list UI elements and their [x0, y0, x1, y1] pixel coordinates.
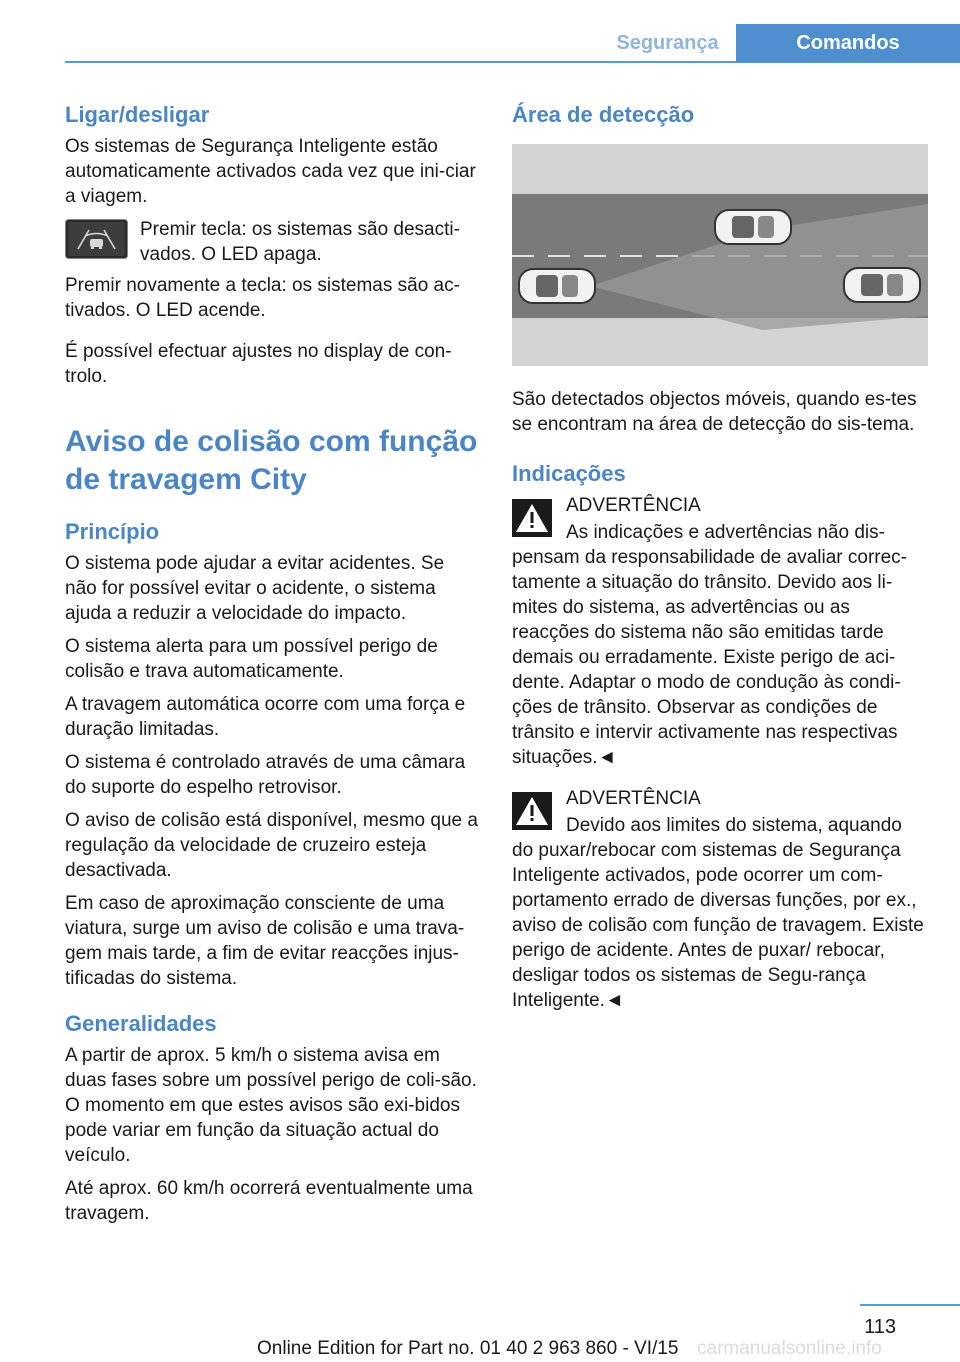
section-title-ligar: Ligar/desligar: [65, 102, 210, 127]
section-title-area: Área de detecção: [512, 102, 695, 127]
right-column: [512, 100, 928, 1021]
paragraph: São detectados objectos móveis, quando es-tes se encontram na área de detecção do sis-tema.: [512, 389, 917, 435]
paragraph: Em caso de aproximação consciente de uma viatura, surge um aviso de colisão e uma trava-gem mais tarde, a fim de evitar reacções injus-tificadas do sistema.: [65, 893, 465, 989]
warning-heading: ADVERTÊNCIA: [566, 495, 701, 516]
section-title-principio: Princípio: [65, 519, 160, 544]
paragraph: O sistema alerta para um possível perigo de colisão e trava automaticamente.: [65, 636, 438, 682]
warning-text: do puxar/rebocar com sistemas de Segurança Inteligente activados, pode ocorrer um com-portamento errado de diversas funções, por ex., aviso de colisão com função de travagem. Existe perigo de acidente. Antes de puxar/ rebocar, desligar todos os sistemas de Segu-rança Inteligente.◄: [512, 840, 924, 1011]
paragraph: Os sistemas de Segurança Inteligente estão automaticamente activados cada vez que ini-ciar a viagem.: [65, 136, 476, 207]
warning-icon: [512, 499, 552, 537]
key-instruction: [65, 217, 480, 267]
car-front-icon: [844, 268, 920, 302]
tab-comandos[interactable]: Comandos: [736, 24, 960, 62]
ego-car-icon: [519, 269, 595, 303]
edition-note: Online Edition for Part no. 01 40 2 963 860 - VI/15: [257, 1338, 679, 1359]
warning-text: Devido aos limites do sistema, aquando: [566, 815, 902, 836]
warning-text: pensam da responsabilidade de avaliar correc-tamente a situação do trânsito. Devido aos li-mites do sistema, as advertências ou as reacções do sistema não são emitidas tarde demais ou erradamente. Existe perigo de aci-dente. Adaptar o modo de condução às condi-ções de trânsito. Observar as condições de trânsito e intervir activamente nas respectivas situações.◄: [512, 547, 908, 768]
paragraph: Até aprox. 60 km/h ocorrerá eventualmente uma travagem.: [65, 1178, 473, 1224]
paragraph: Premir novamente a tecla: os sistemas são ac-tivados. O LED acende.: [65, 275, 460, 321]
page-number: 113: [864, 1316, 896, 1338]
paragraph: É possível efectuar ajustes no display de con-trolo.: [65, 341, 452, 387]
intelligent-safety-button-icon: [65, 219, 128, 259]
warning-block: [512, 786, 928, 1013]
paragraph: O aviso de colisão está disponível, mesmo que a regulação da velocidade de cruzeiro esteja desactivada.: [65, 810, 478, 881]
key-instruction-text: Premir tecla: os sistemas são desacti-vados. O LED apaga.: [140, 219, 460, 265]
warning-heading: ADVERTÊNCIA: [566, 788, 701, 809]
section-title-generalidades: Generalidades: [65, 1011, 217, 1036]
section-title-indicacoes: Indicações: [512, 461, 626, 486]
warning-block: [512, 493, 928, 770]
paragraph: A travagem automática ocorre com uma força e duração limitadas.: [65, 694, 466, 740]
footer-rule: [860, 1304, 960, 1306]
left-column: [65, 100, 480, 1234]
warning-icon: [512, 792, 552, 830]
paragraph: A partir de aprox. 5 km/h o sistema avisa em duas fases sobre um possível perigo de coli-são. O momento em que estes avisos são exi-bidos pode variar em função da situação actual do veículo.: [65, 1045, 477, 1166]
chapter-title: Aviso de colisão com função de travagem City: [65, 425, 478, 496]
paragraph: O sistema pode ajudar a evitar acidentes. Se não for possível evitar o acidente, o sistema ajuda a reduzir a velocidade do impacto.: [65, 553, 445, 624]
warning-text: As indicações e advertências não dis-: [566, 522, 885, 543]
paragraph: O sistema é controlado através de uma câmara do suporte do espelho retrovisor.: [65, 752, 466, 798]
tab-seguranca[interactable]: Segurança: [616, 31, 719, 54]
car-ahead-icon: [715, 210, 791, 244]
watermark: carmanualsonline.info: [697, 1338, 882, 1359]
detection-area-illustration: [512, 144, 928, 366]
